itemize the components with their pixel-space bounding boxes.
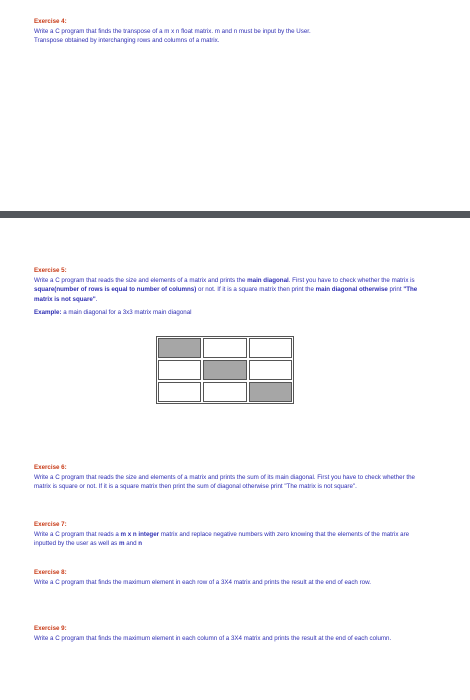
exercise-8-text: Write a C program that finds the maximum element in each row of a 3X4 matrix and prints the result at the end of each row. [34,578,371,586]
exercise-5-text: Write a C program that reads the size and elements of a matrix and prints the main diagonal. First you have to check whether the matrix is square(number of rows is equal to number of columns) or not. If it is a square matrix then print the main diagonal otherwise print "The matrix is not square". [34,276,418,303]
exercise-4-title: Exercise 4: [34,18,67,25]
matrix-cell [203,338,246,358]
main-diagonal-matrix-illustration [156,336,294,404]
matrix-cell [203,382,246,402]
exercise-7 [34,520,424,549]
exercise-5 [34,266,424,318]
matrix-cell [158,382,201,402]
exercise-9-text: Write a C program that finds the maximum element in each column of a 3X4 matrix and prints the result at the end of each column. [34,634,392,642]
matrix-cell [158,360,201,380]
section-divider [0,211,470,218]
exercise-8 [34,568,424,587]
matrix-cell-diagonal [249,382,292,402]
matrix-cell [249,360,292,380]
exercise-8-title: Exercise 8: [34,569,67,576]
exercise-6-text: Write a C program that reads the size and elements of a matrix and prints the sum of its main diagonal. First you have to check whether the matrix is square or not. If it is a square matrix then print the sum of diagonal otherwise print "The matrix is not square". [34,473,415,491]
exercise-6-title: Exercise 6: [34,464,67,471]
exercise-9 [34,624,424,643]
exercise-4 [34,17,424,46]
exercise-4-line-2: Transpose obtained by interchanging rows and columns of a matrix. [34,37,220,45]
matrix-cell-diagonal [158,338,201,358]
exercise-5-title: Exercise 5: [34,267,67,274]
exercise-5-example: Example: a main diagonal for a 3x3 matrix main diagonal [34,309,192,317]
exercise-9-title: Exercise 9: [34,625,67,632]
matrix-cell-diagonal [203,360,246,380]
matrix-cell [249,338,292,358]
exercise-4-line-1: Write a C program that finds the transpose of a m x n float matrix. m and n must be input by the User. [34,27,311,35]
exercise-7-title: Exercise 7: [34,521,67,528]
exercise-7-text: Write a C program that reads a m x n integer matrix and replace negative numbers with zero knowing that the elements of the matrix are inputted by the user as well as m and n [34,530,410,548]
exercise-6 [34,463,424,492]
